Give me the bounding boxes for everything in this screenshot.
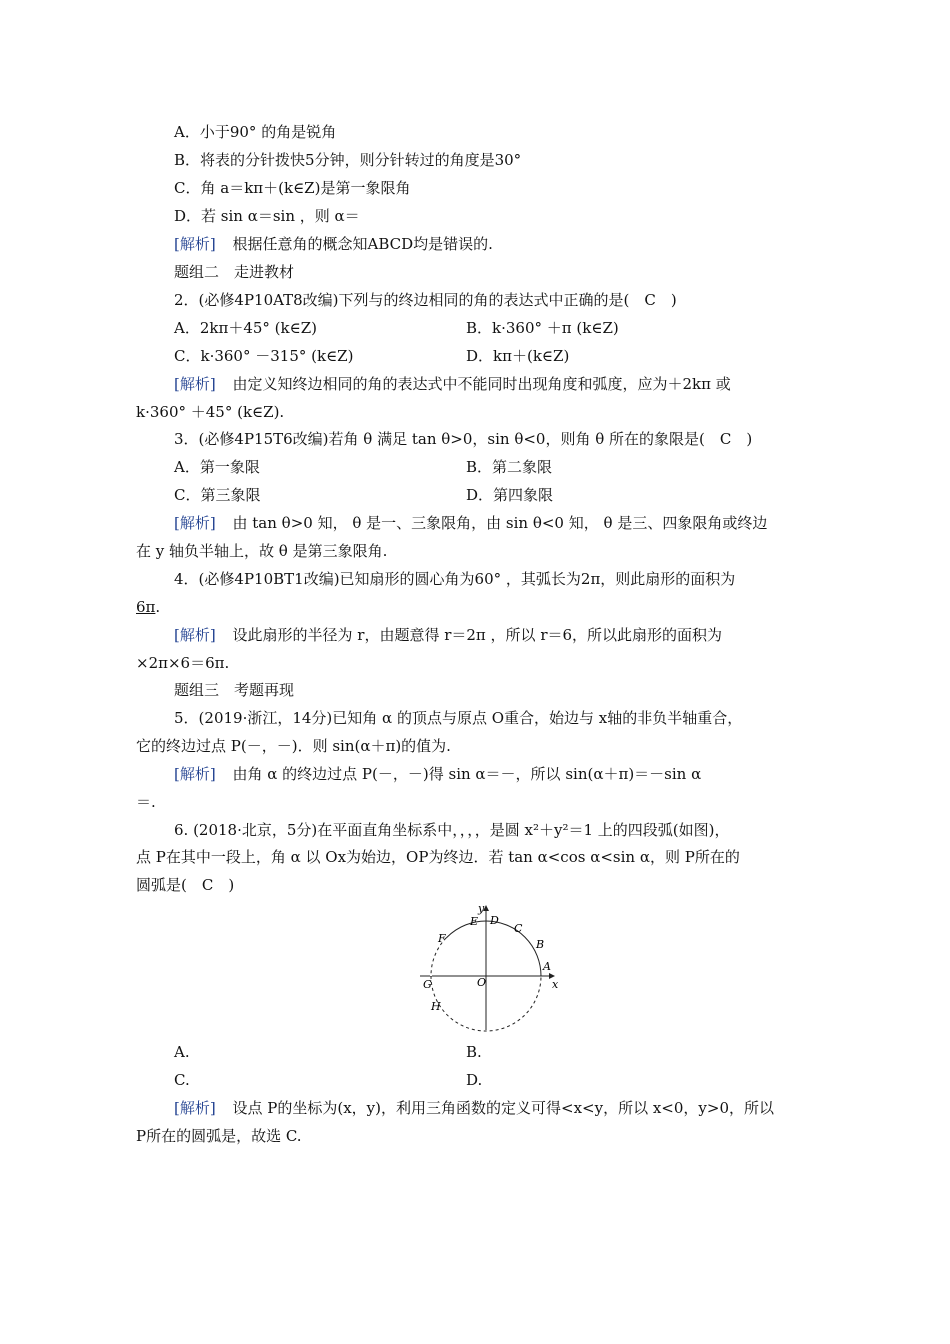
q1-option-d: D．若 sin α＝sin ，则 α＝ [174,207,360,225]
q4-answer-line [136,596,160,618]
q1-solution [174,233,493,255]
fig-label-h: H [431,1000,441,1013]
q1-option-c: C．角 a＝kπ＋(k∈Z)是第一象限角 [174,179,411,197]
q2-option-a: A．2kπ＋45° (k∈Z) [174,319,317,337]
q5-stem-cont: 它的终边过点 P(－，－)．则 sin(α＋π)的值为. [136,737,451,755]
q3-stem: 3．(必修4P15T6改编)若角 θ 满足 tan θ>0，sin θ<0，则角 θ 所在的象限是( C ) [174,430,753,448]
fig-label-a: A [543,960,551,973]
q6-solution-cont: P所在的圆弧是，故选 C. [136,1127,302,1145]
solution-tag: [解析] [174,765,216,783]
q3-solution-cont: 在 y 轴负半轴上，故 θ 是第三象限角. [136,542,388,560]
q3-option-c: C．第三象限 [174,486,261,504]
q1-option-b: B．将表的分针拨快5分钟，则分针转过的角度是30° [174,151,522,169]
q6-stem-cont-2: 圆弧是( C ) [136,876,235,894]
q6-stem: 6. (2018·北京，5分)在平面直角坐标系中，，，，是圆 x²＋y²＝1 上的四段弧(如图)， [174,821,730,839]
q6-option-d: D. [466,1071,483,1089]
q5-solution [174,763,701,785]
q3-option-d: D．第四象限 [466,486,554,504]
q2-solution [174,373,731,395]
fig-label-y: y [478,902,485,915]
solution-text: 设点 P的坐标为(x，y)，利用三角函数的定义可得<x<y，所以 x<0，y>0，所以 [232,1099,774,1117]
group-3-title: 题组三 考题再现 [174,681,295,699]
solution-text: 由定义知终边相同的角的表达式中不能同时出现角度和弧度，应为＋2kπ 或 [232,375,731,393]
q2-solution-cont: k·360° ＋45° (k∈Z). [136,403,285,421]
solution-text: 根据任意角的概念知ABCD均是错误的. [232,235,493,253]
fig-label-c: C [514,922,523,935]
q2-option-d: D．kπ＋(k∈Z) [466,347,570,365]
fig-label-d: D [490,914,499,927]
solution-text: 设此扇形的半径为 r，由题意得 r＝2π ，所以 r＝6，所以此扇形的面积为 [232,626,723,644]
q2-option-c: C．k·360° －315° (k∈Z) [174,347,354,365]
q4-answer: 6π [136,598,156,616]
solution-text: 由 tan θ>0 知， θ 是一、三象限角，由 sin θ<0 知， θ 是三、四象限角或终边 [232,514,768,532]
solution-tag: [解析] [174,1099,216,1117]
solution-text: 由角 α 的终边过点 P(－，－)得 sin α＝－，所以 sin(α＋π)＝－sin α [232,765,702,783]
q6-option-b: B. [466,1043,482,1061]
q3-solution [174,512,767,534]
q2-option-b: B．k·360° ＋π (k∈Z) [466,319,619,337]
q5-stem: 5．(2019·浙江，14分)已知角 α 的顶点与原点 O重合，始边与 x轴的非负半轴重合， [174,709,743,727]
solution-tag: [解析] [174,235,216,253]
fig-label-f: F [438,932,446,945]
q4-solution [174,624,722,646]
fig-label-g: G [423,978,432,991]
q6-option-a: A. [174,1043,190,1061]
q5-solution-cont: ＝. [136,793,156,811]
unit-circle-figure [418,902,568,1032]
solution-tag: [解析] [174,514,216,532]
fig-label-e: E [470,915,479,928]
q6-stem-cont-1: 点 P在其中一段上，角 α 以 Ox为始边，OP为终边．若 tan α<cos α<sin α，则 P所在的 [136,848,740,866]
q4-stem: 4．(必修4P10BT1改编)已知扇形的圆心角为60° ，其弧长为2π，则此扇形的面积为 [174,570,736,588]
fig-label-x: x [552,978,559,991]
fig-label-b: B [536,938,545,951]
group-2-title: 题组二 走进教材 [174,263,295,281]
q3-option-a: A．第一象限 [174,458,260,476]
q6-option-c: C. [174,1071,190,1089]
q2-stem: 2．(必修4P10AT8改编)下列与的终边相同的角的表达式中正确的是( C ) [174,291,677,309]
solution-tag: [解析] [174,375,216,393]
q4-solution-cont: ×2π×6＝6π. [136,654,230,672]
q3-option-b: B．第二象限 [466,458,553,476]
solution-tag: [解析] [174,626,216,644]
q6-solution [174,1097,774,1119]
fig-label-o: O [477,976,487,989]
q4-answer-end: . [155,598,161,616]
q1-option-a: A．小于90° 的角是锐角 [174,123,337,141]
